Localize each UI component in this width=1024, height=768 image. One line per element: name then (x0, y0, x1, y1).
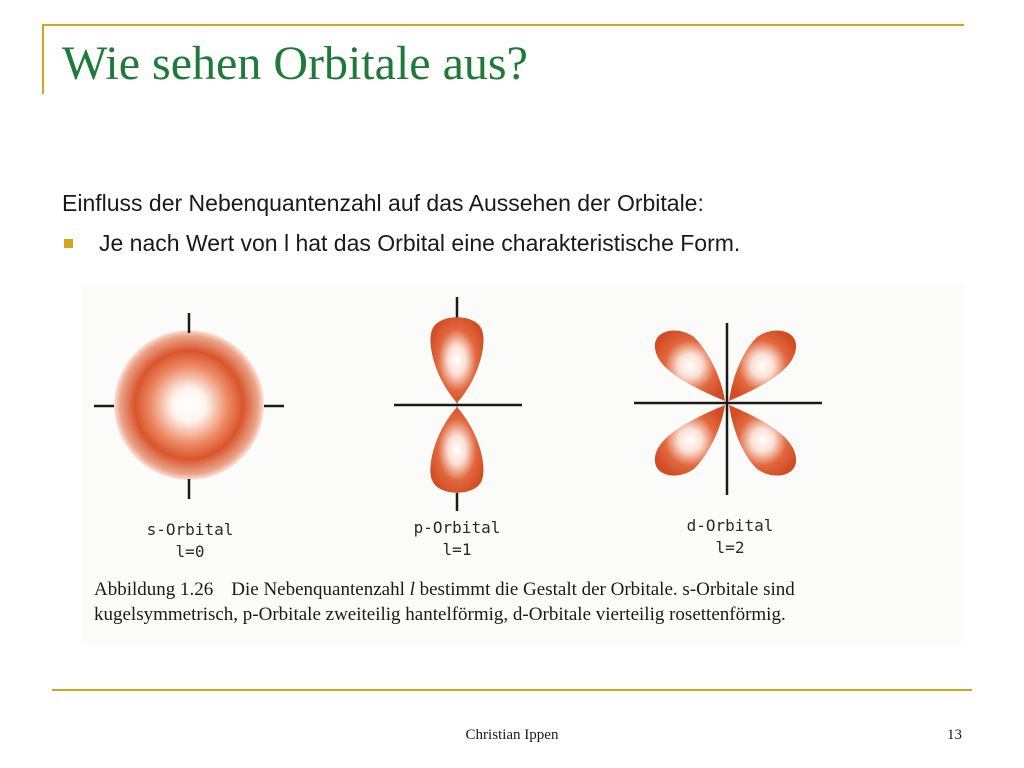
square-bullet-icon (64, 239, 73, 248)
frame-left-line (42, 24, 44, 94)
caption-text-1b: bestimmt die Gestalt der Orbitale. s-Orbitale sind (414, 579, 795, 600)
p-orbital-shape (394, 297, 522, 511)
intro-text: Einfluss der Nebenquantenzahl auf das Aussehen der Orbitale: (62, 190, 704, 216)
slide-title: Wie sehen Orbitale aus? (62, 37, 528, 90)
s-orbital-name: s-Orbital (146, 520, 234, 539)
caption-number: Abbildung 1.26 (94, 579, 214, 600)
s-orbital-shape (94, 313, 284, 499)
s-orbital-label (130, 519, 250, 563)
bullet-item (62, 230, 740, 257)
p-orbital-quantum: l=1 (442, 540, 472, 559)
frame-top-line (42, 24, 964, 26)
page-number: 13 (947, 727, 962, 743)
figure-caption (94, 577, 954, 627)
caption-text-1a: Die Nebenquantenzahl (231, 579, 410, 600)
d-orbital-shape (634, 323, 822, 495)
caption-line-1 (94, 577, 954, 602)
bullet-text: Je nach Wert von l hat das Orbital eine charakteristische Form. (99, 230, 741, 256)
d-orbital-label (668, 515, 792, 559)
p-orbital-name: p-Orbital (413, 518, 501, 537)
caption-variable: l (409, 579, 415, 600)
footer-author: Christian Ippen (465, 727, 559, 743)
p-orbital-label (395, 517, 519, 561)
d-orbital-quantum: l=2 (715, 538, 745, 557)
d-orbital-name: d-Orbital (686, 516, 774, 535)
caption-line-2: kugelsymmetrisch, p-Orbitale zweiteilig hantelförmig, d-Orbitale vierteilig rosettenförmig. (94, 604, 786, 625)
footer-divider (52, 689, 972, 691)
s-orbital-quantum: l=0 (175, 542, 205, 561)
orbital-figure (82, 285, 964, 645)
